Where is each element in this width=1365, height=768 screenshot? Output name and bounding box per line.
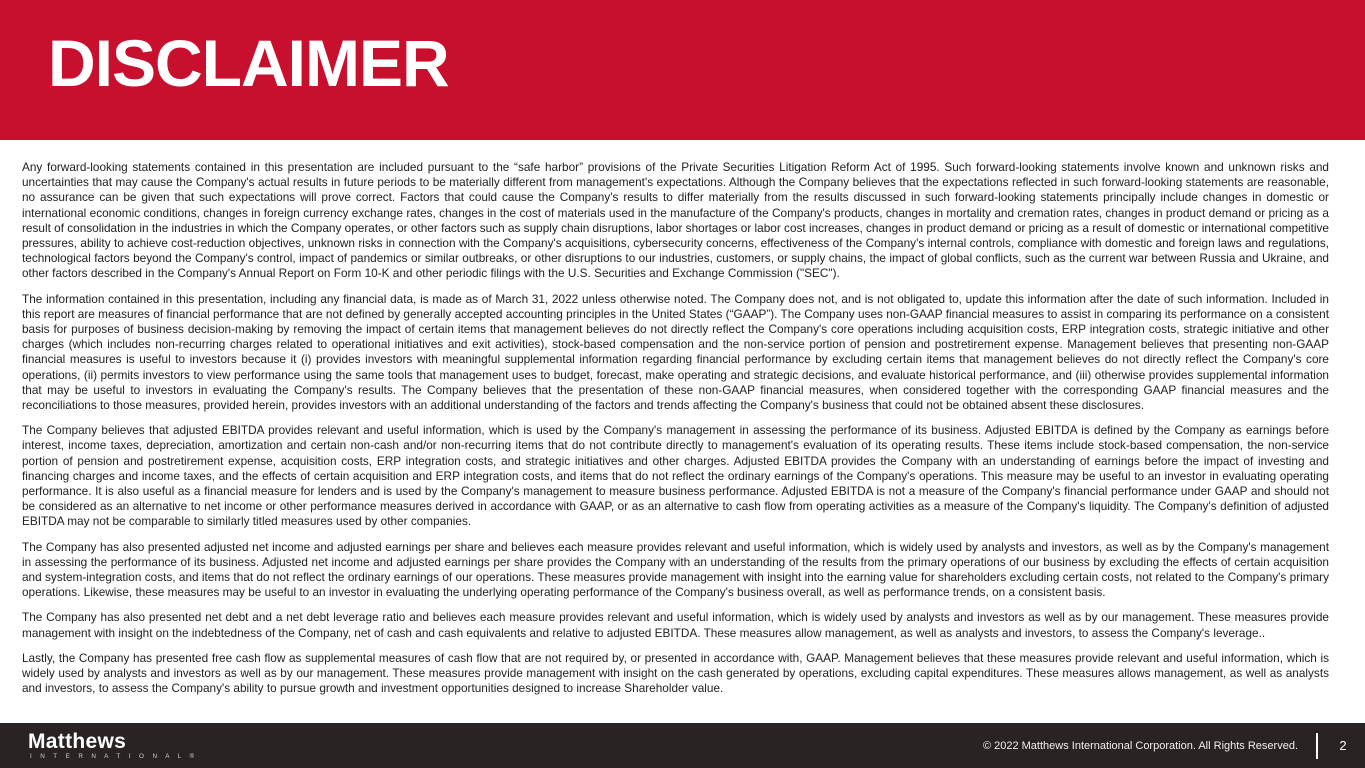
slide-header-banner xyxy=(0,0,1365,140)
disclaimer-body xyxy=(0,140,1365,723)
copyright-text: © 2022 Matthews International Corporation. All Rights Reserved. xyxy=(982,739,1298,752)
footer-right-group xyxy=(983,733,1365,759)
disclaimer-paragraph-non-gaap: The information contained in this presentation, including any financial data, is made as of March 31, 2022 unless otherwise noted. The Company does not, and is not obligated to, update this information after the date of such information. Included in this report are measures of financial performance that are not defined by generally accepted accounting principles in the United States (“GAAP”). The Company uses non-GAAP financial measures to assist in comparing its performance on a consistent basis for purposes of business decision-making by removing the impact of certain items that management believes do not directly reflect the Company's core operations including acquisition costs, ERP integration costs, strategic initiative and other charges (which includes non-recurring charges related to operational initiatives and exit activities), stock-based compensation and the non-service portion of pension and postretirement expense. Management believes that presenting non-GAAP financial measures is useful to investors because it (i) provides investors with meaningful supplemental information regarding financial performance by excluding certain items that management believes do not directly reflect the Company's core operations, (ii) permits investors to view performance using the same tools that management uses to budget, forecast, make operating and strategic decisions, and evaluate historical performance, and (iii) otherwise provides supplemental information that may be useful to investors in evaluating the Company's results. The Company believes that the presentation of these non-GAAP financial measures, when considered together with the corresponding GAAP financial measures and the reconciliations to those measures, provided herein, provides investors with an additional understanding of the factors and trends affecting the Company's business that could not be obtained absent these disclosures. xyxy=(22,291,1329,413)
matthews-logo-subtitle: I N T E R N A T I O N A L ® xyxy=(30,753,198,761)
disclaimer-paragraph-adjusted-net-income: The Company has also presented adjusted net income and adjusted earnings per share and believes each measure provides relevant and useful information, which is widely used by analysts and investors, as well as by the Company's management in assessing the performance of its business. Adjusted net income and adjusted earnings per share provides the Company with an understanding of the results from the primary operations of our business by excluding the effects of certain acquisition and system-integration costs, and items that do not reflect the ordinary earnings of our operations. These measures provide management with insight into the earning value for shareholders excluding certain costs, not related to the Company's primary operations. Likewise, these measures may be useful to an investor in evaluating the underlying operating performance of the Company's business overall, as well as performance trends, on a consistent basis. xyxy=(22,539,1329,600)
page-title: DISCLAIMER xyxy=(48,26,449,100)
footer-divider xyxy=(1316,733,1318,759)
matthews-logo xyxy=(0,731,198,761)
disclaimer-paragraph-adjusted-ebitda: The Company believes that adjusted EBITDA provides relevant and useful information, which is used by the Company's management in assessing the performance of its business. Adjusted EBITDA is defined by the Company as earnings before interest, income taxes, depreciation, amortization and certain non-cash and/or non-recurring items that do not contribute directly to management's evaluation of its operating results. These items include stock-based compensation, the non-service portion of pension and postretirement expense, acquisition costs, ERP integration costs, and strategic initiatives and other charges. Adjusted EBITDA provides the Company with an understanding of earnings before the impact of investing and financing charges and income taxes, and the effects of certain acquisition and ERP integration costs, and items that do not reflect the ordinary earnings of the Company's operations. This measure may be useful to an investor in evaluating operating performance. It is also useful as a financial measure for lenders and is used by the Company's management to measure business performance. Adjusted EBITDA is not a measure of the Company's financial performance under GAAP and should not be considered as an alternative to net income or other performance measures derived in accordance with GAAP, or as an alternative to cash flow from operating activities as a measure of the Company's liquidity. The Company's definition of adjusted EBITDA may not be comparable to similarly titled measures used by other companies. xyxy=(22,423,1329,529)
matthews-logo-wordmark: Matthews xyxy=(28,729,127,753)
page-number: 2 xyxy=(1339,738,1347,753)
disclaimer-paragraph-forward-looking: Any forward-looking statements contained in this presentation are included pursuant to the “safe harbor” provisions of the Private Securities Litigation Reform Act of 1995. Such forward-looking statements involve known and unknown risks and uncertainties that may cause the Company's actual results in future periods to be materially different from management's expectations. Although the Company believes that the expectations reflected in such forward-looking statements are reasonable, no assurance can be given that such expectations will prove correct. Factors that could cause the Company's results to differ materially from the results discussed in such forward-looking statements principally include changes in domestic or international economic conditions, changes in foreign currency exchange rates, changes in the cost of materials used in the manufacture of the Company's products, changes in mortality and cremation rates, changes in product demand or pricing as a result of consolidation in the industries in which the Company operates, or other factors such as supply chain disruptions, labor shortages or labor cost increases, changes in product demand or pricing as a result of domestic or international competitive pressures, ability to achieve cost-reduction objectives, unknown risks in connection with the Company's acquisitions, cybersecurity concerns, effectiveness of the Company's internal controls, compliance with domestic and foreign laws and regulations, technological factors beyond the Company's control, impact of pandemics or similar outbreaks, or other disruptions to our industries, customers, or supply chains, the impact of global conflicts, such as the current war between Russia and Ukraine, and other factors described in the Company's Annual Report on Form 10-K and other periodic filings with the U.S. Securities and Exchange Commission ("SEC"). xyxy=(22,160,1329,281)
disclaimer-paragraph-net-debt: The Company has also presented net debt and a net debt leverage ratio and believes each measure provides relevant and useful information, which is widely used by analysts and investors as well as by our management. These measures provide management with insight on the indebtedness of the Company, net of cash and cash equivalents and relative to adjusted EBITDA. These measures allow management, as well as analysts and investors, to assess the Company's leverage.. xyxy=(22,610,1329,640)
disclaimer-paragraph-free-cash-flow: Lastly, the Company has presented free cash flow as supplemental measures of cash flow that are not required by, or presented in accordance with, GAAP. Management believes that these measures provide relevant and useful information, which is widely used by analysts and investors as well as by our management. These measures provide management with insight on the cash generated by operations, excluding capital expenditures. These measures allows management, as well as analysts and investors, to assess the Company's ability to pursue growth and investment opportunities designed to increase Shareholder value. xyxy=(22,650,1329,696)
slide-footer-bar xyxy=(0,723,1365,768)
